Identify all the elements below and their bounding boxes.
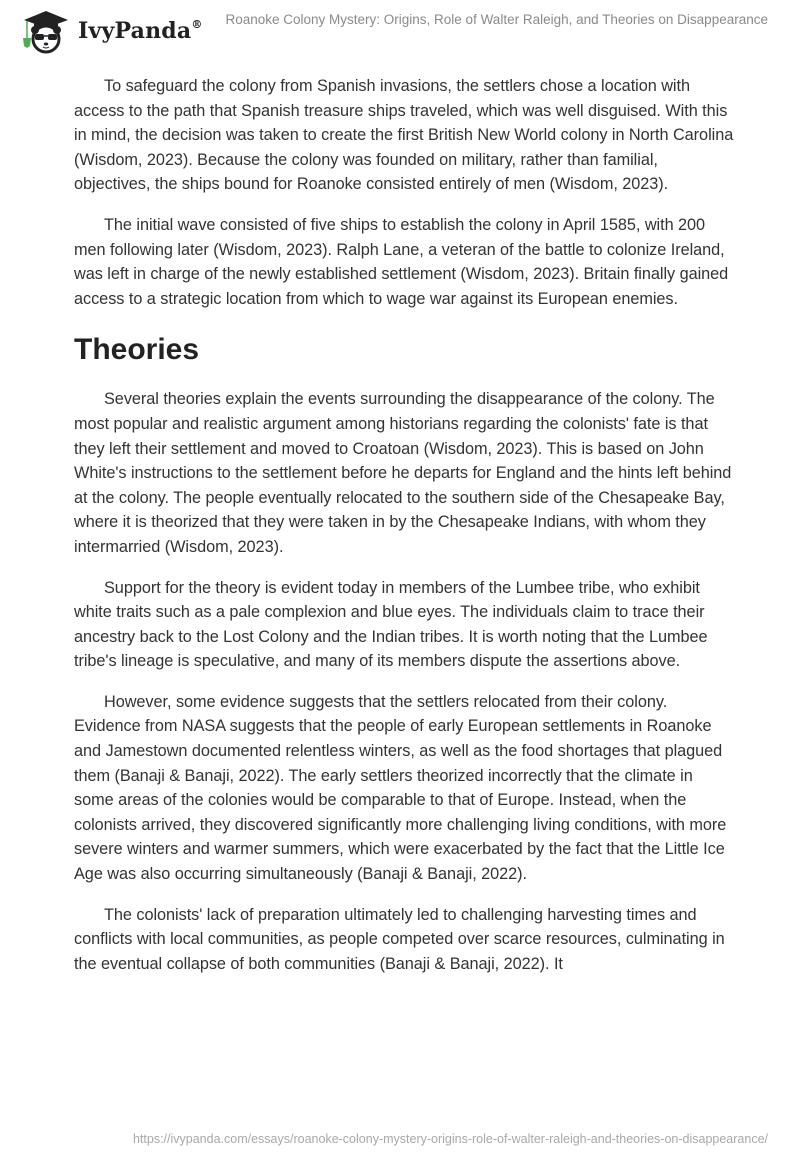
paragraph: The initial wave consisted of five ships to establish the colony in April 1585, with 200 men following later (Wisdom, 2023). Ralph Lane, a veteran of the battle to colonize Ireland, was left in charge of the newly established settlement (Wisdom, 2023). Britain finally gained access to a strategic location from which to wage war against its European enemies. xyxy=(74,215,729,308)
logo-wordmark xyxy=(78,18,203,44)
registered-mark: ® xyxy=(191,17,203,31)
document-title: Roanoke Colony Mystery: Origins, Role of Walter Raleigh, and Theories on Disappearance xyxy=(225,12,768,27)
paragraph: To safeguard the colony from Spanish invasions, the settlers chose a location with access to the path that Spanish treasure ships traveled, which was well disguised. With this in mind, the decision was taken to create the first British New World colony in North Carolina (Wisdom, 2023). Because the colony was founded on military, rather than familial, objectives, the ships bound for Roanoke consisted entirely of men (Wisdom, 2023). xyxy=(74,77,734,194)
paragraph: Support for the theory is evident today in members of the Lumbee tribe, who exhibit white traits such as a pale complexion and blue eyes. The individuals claim to trace their ancestry back to the Lost Colony and the Indian tribes. It is worth noting that the Lumbee tribe's lineage is speculative, and many of its members dispute the assertions above. xyxy=(74,578,708,671)
paragraph: However, some evidence suggests that the settlers relocated from their colony. Evidence from NASA suggests that the people of early European settlements in Roanoke and Jamestown documented relentless winters, as well as the food shortages that plagued them (Banaji & Banaji, 2022). The early settlers theorized incorrectly that the climate in some areas of the colonies would be comparable to that of Europe. Instead, when the colonists arrived, they discovered significantly more challenging living conditions, with more severe winters and warmer summers, which were exacerbated by the fact that the Little Ice Age was also occurring simultaneously (Banaji & Banaji, 2022). xyxy=(74,692,727,884)
page-header xyxy=(0,0,800,60)
source-url[interactable]: https://ivypanda.com/essays/roanoke-colony-mystery-origins-role-of-walter-raleigh-and-theories-on-disappearance/ xyxy=(132,1132,768,1146)
ivypanda-logo[interactable] xyxy=(18,8,203,54)
section-heading-theories: Theories xyxy=(74,333,200,367)
panda-graduation-cap-icon xyxy=(18,8,74,54)
essay-content xyxy=(74,74,734,992)
paragraph: Several theories explain the events surrounding the disappearance of the colony. The most popular and realistic argument among historians regarding the colonists' fate is that they left their settlement and moved to Croatoan (Wisdom, 2023). This is based on John White's instructions to the settlement before he departs for England and the hints left behind at the colony. The people eventually relocated to the southern side of the Chesapeake Bay, where it is theorized that they were taken in by the Chesapeake Indians, with whom they intermarried (Wisdom, 2023). xyxy=(74,390,732,556)
paragraph: The colonists' lack of preparation ultimately led to challenging harvesting times and conflicts with local communities, as people competed over scarce resources, culminating in the eventual collapse of both communities (Banaji & Banaji, 2022). It xyxy=(74,905,725,973)
logo-name: IvyPanda xyxy=(78,18,192,44)
